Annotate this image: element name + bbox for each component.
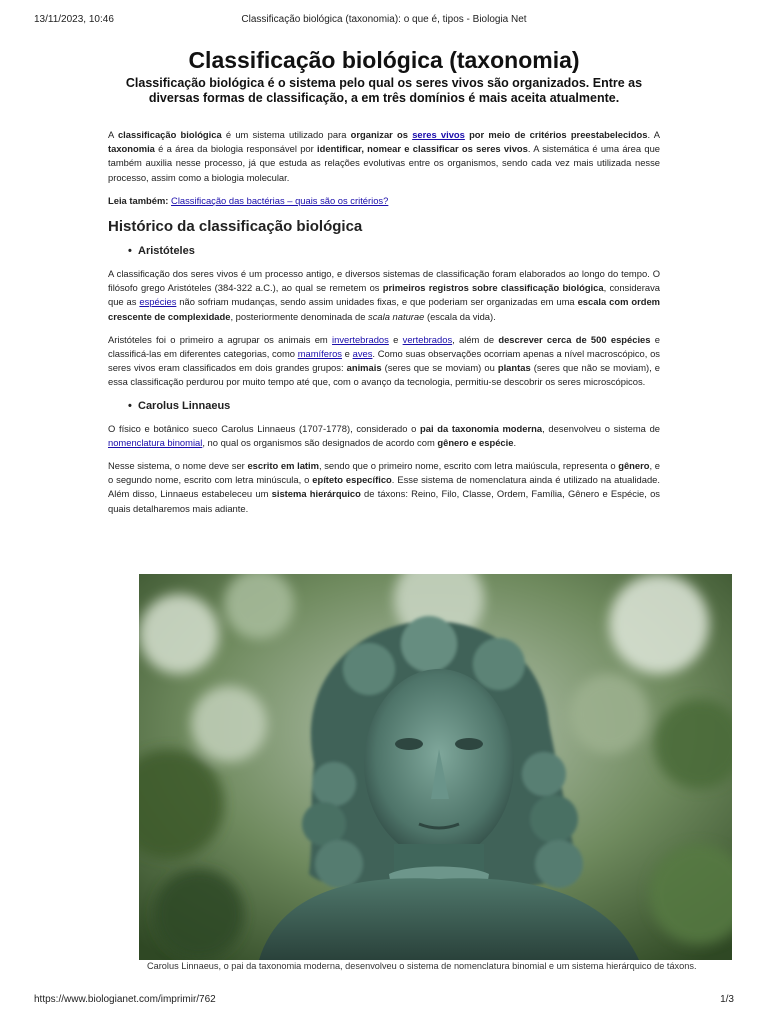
read-also-label: Leia também: bbox=[108, 194, 169, 206]
link-vertebrados[interactable]: vertebrados bbox=[402, 333, 453, 345]
linnaeus-statue-photo bbox=[139, 574, 732, 960]
article bbox=[108, 46, 660, 516]
read-also bbox=[108, 194, 660, 208]
article-subtitle: Classificação biológica é o sistema pelo qual os seres vivos são organizados. Entre as diversas formas de classificação, a em três domínios é mais aceita atualmente. bbox=[125, 76, 643, 105]
print-header bbox=[0, 14, 768, 30]
link-especies[interactable]: espécies bbox=[139, 296, 177, 308]
link-invertebrados[interactable]: invertebrados bbox=[332, 333, 389, 345]
article-title: Classificação biológica (taxonomia) bbox=[188, 47, 580, 73]
link-aves[interactable]: aves bbox=[352, 348, 373, 360]
paragraph-aristoteles-1: A classificação dos seres vivos é um processo antigo, e diversos sistemas de classificação foram elaborados ao longo do tempo. O filósofo grego Aristóteles (384-322 a.C.), ao qual se remetem os primeiros registros sobre classificação biológica, considerava que as espécies não sofriam mudanças, sendo assim unidades fixas, e que poderiam ser organizadas em uma escala com ordem crescente de complexidade, posteriormente denominada de scala naturae (escala da vida). bbox=[108, 268, 660, 322]
link-mamiferos[interactable]: mamíferos bbox=[297, 348, 342, 360]
print-page-title: Classificação biológica (taxonomia): o que é, tipos - Biologia Net bbox=[241, 14, 527, 25]
bullet-dot-icon: • bbox=[128, 245, 132, 258]
link-seres-vivos[interactable]: seres vivos bbox=[412, 129, 465, 140]
photo-caption: Carolus Linnaeus, o pai da taxonomia moderna, desenvolveu o sistema de nomenclatura binomial e um sistema hierárquico de táxons. bbox=[147, 961, 697, 971]
print-datetime: 13/11/2023, 10:46 bbox=[34, 14, 114, 25]
print-url: https://www.biologianet.com/imprimir/762 bbox=[34, 994, 216, 1005]
bullet-carolus-linnaeus: • Carolus Linnaeus bbox=[128, 399, 231, 412]
paragraph-linnaeus-1: O físico e botânico sueco Carolus Linnaeus (1707-1778), considerado o pai da taxonomia moderna, desenvolveu o sistema de nomenclatura binomial, no qual os organismos são designados de acordo com gênero e espécie. bbox=[108, 422, 661, 448]
paragraph-aristoteles-2: Aristóteles foi o primeiro a agrupar os animais em invertebrados e vertebrados, além de descrever cerca de 500 espécies e classificá-las em diferentes categorias, como mamíferos e aves. Como suas observações ocorriam apenas a nível macroscópico, os seres vivos eram classificados em dois grandes grupos: animais (seres que se moviam) ou plantas (seres que não se moviam), e essa classificação perdurou por muito tempo até que, com o avanço da tecnologia, permitiu-se descobrir os seres microscópicos. bbox=[108, 333, 660, 388]
paragraph-intro: A classificação biológica é um sistema utilizado para organizar os seres vivos por meio de critérios preestabelecidos. A taxonomia é a área da biologia responsável por identificar, nomear e classificar os seres vivos. A sistemática é uma área que também auxilia nesse processo, já que estuda as relações evolutivas entre os organismos, sendo cada vez mais utilizada nesse processo, assim como a biologia molecular. bbox=[108, 129, 660, 183]
bullet-aristoteles: • Aristóteles bbox=[128, 245, 195, 258]
section-heading-historico: Histórico da classificação biológica bbox=[108, 218, 363, 236]
link-nomenclatura-binomial[interactable]: nomenclatura binomial bbox=[108, 436, 203, 448]
bullet-dot-icon: • bbox=[128, 399, 132, 412]
print-page-number: 1/3 bbox=[720, 994, 734, 1005]
read-also-link[interactable]: Classificação das bactérias – quais são os critérios? bbox=[171, 194, 389, 206]
paragraph-linnaeus-2: Nesse sistema, o nome deve ser escrito em latim, sendo que o primeiro nome, escrito com letra maiúscula, representa o gênero, e o segundo nome, escrito com letra minúscula, o epíteto específico. Esse sistema de nomenclatura ainda é utilizado na atualidade. Além disso, Linnaeus estabeleceu um sistema hierárquico de táxons: Reino, Filo, Classe, Ordem, Família, Gênero e Espécie, os quais detalharemos mais adiante. bbox=[108, 460, 660, 514]
